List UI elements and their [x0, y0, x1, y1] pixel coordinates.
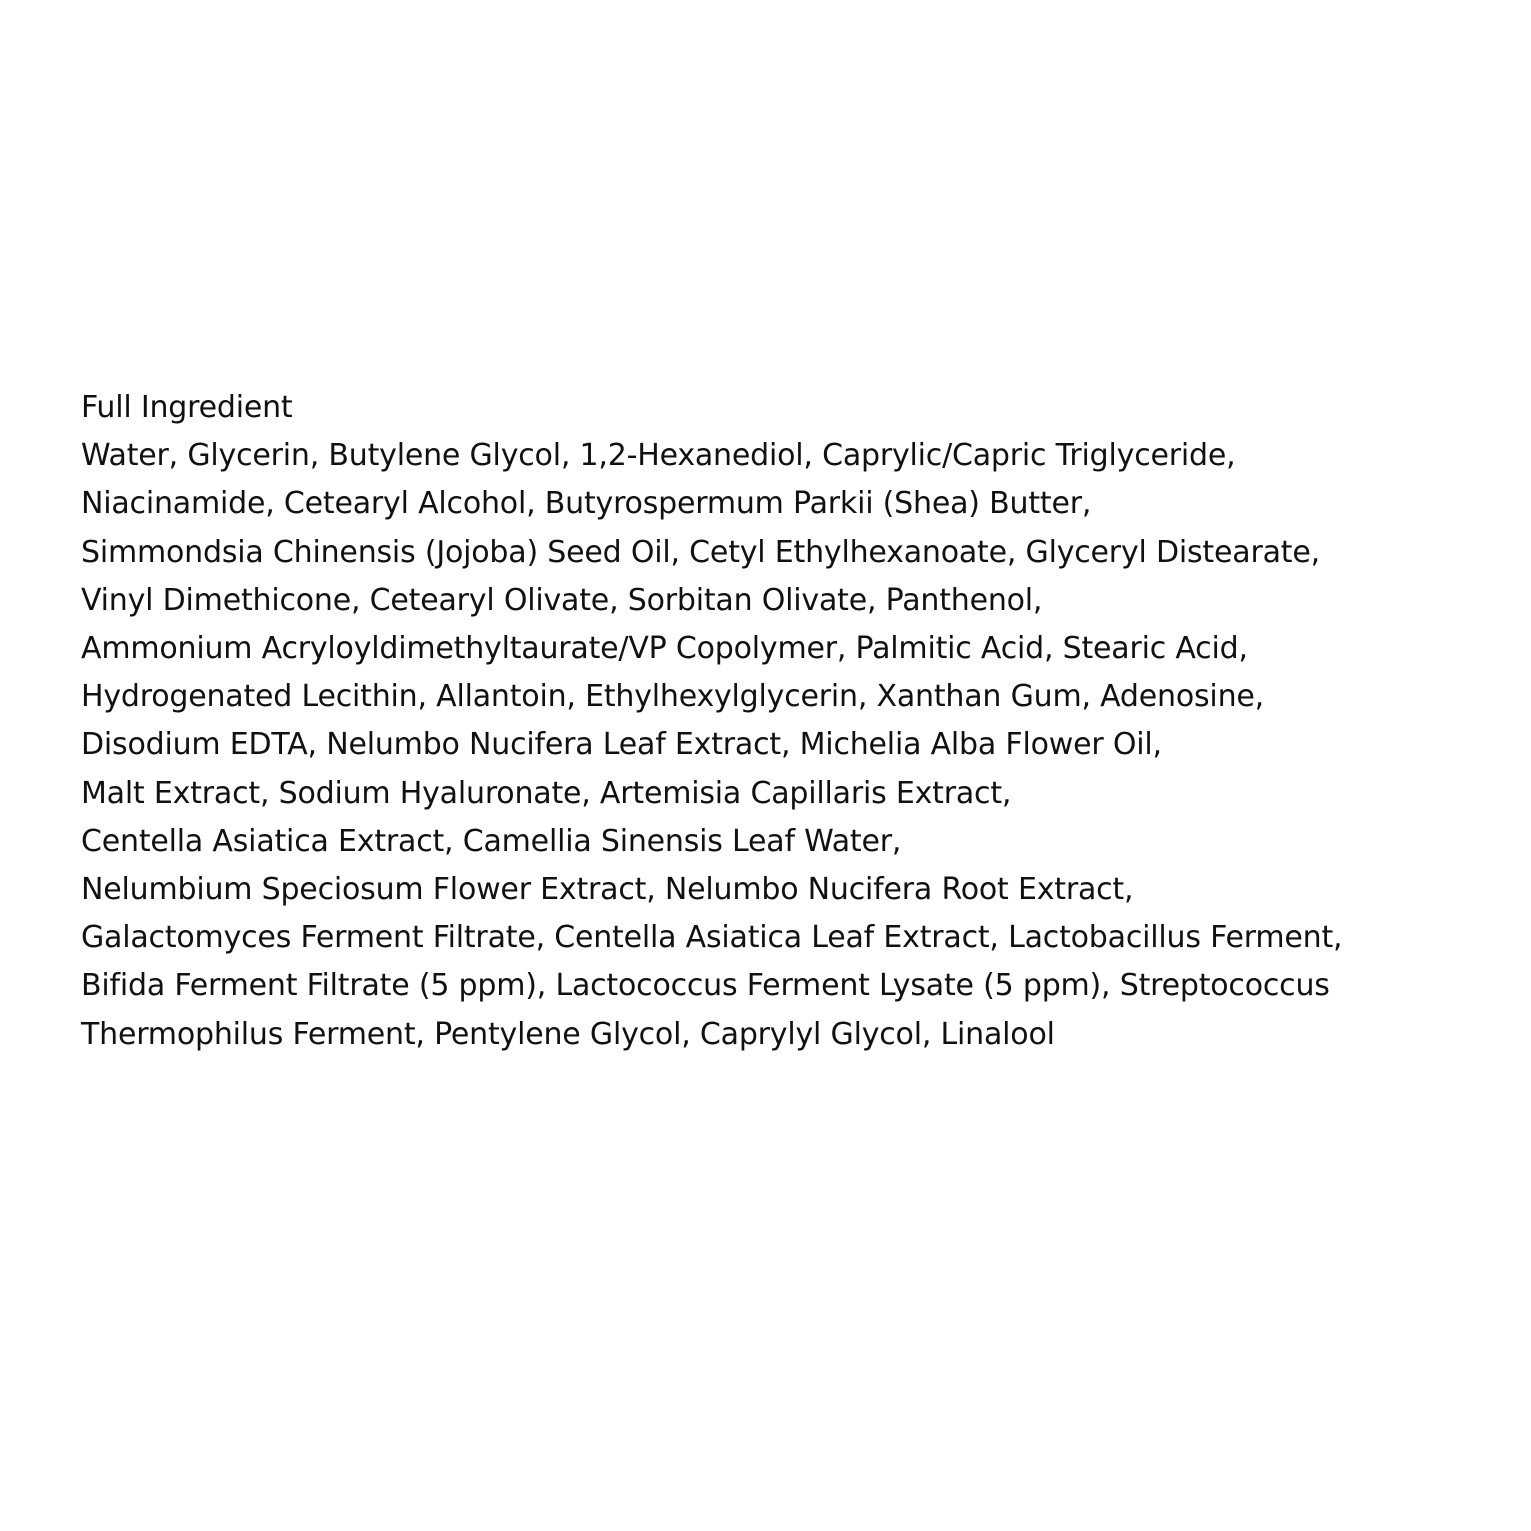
ingredient-line: Malt Extract, Sodium Hyaluronate, Artemisia Capillaris Extract,: [81, 775, 1012, 811]
ingredient-line: Centella Asiatica Extract, Camellia Sinensis Leaf Water,: [81, 823, 902, 859]
ingredient-line: Nelumbium Speciosum Flower Extract, Nelumbo Nucifera Root Extract,: [81, 872, 1134, 908]
ingredient-line: Bifida Ferment Filtrate (5 ppm), Lactococcus Ferment Lysate (5 ppm), Streptococcus: [81, 968, 1330, 1004]
ingredient-line: Hydrogenated Lecithin, Allantoin, Ethylhexylglycerin, Xanthan Gum, Adenosine,: [81, 679, 1264, 715]
ingredient-line: Water, Glycerin, Butylene Glycol, 1,2-Hexanediol, Caprylic/Capric Triglyceride,: [81, 438, 1236, 474]
ingredient-line: Disodium EDTA, Nelumbo Nucifera Leaf Extract, Michelia Alba Flower Oil,: [81, 727, 1162, 763]
ingredient-line: Niacinamide, Cetearyl Alcohol, Butyrospermum Parkii (Shea) Butter,: [81, 486, 1092, 522]
ingredient-heading: Full Ingredient: [81, 390, 293, 425]
ingredient-line: Simmondsia Chinensis (Jojoba) Seed Oil, Cetyl Ethylhexanoate, Glyceryl Distearate,: [81, 534, 1320, 570]
ingredient-line: Vinyl Dimethicone, Cetearyl Olivate, Sorbitan Olivate, Panthenol,: [81, 582, 1043, 618]
ingredient-line: Galactomyces Ferment Filtrate, Centella Asiatica Leaf Extract, Lactobacillus Ferment,: [81, 920, 1343, 956]
ingredient-list-block: [81, 384, 1521, 1059]
ingredient-line: Thermophilus Ferment, Pentylene Glycol, Caprylyl Glycol, Linalool: [81, 1016, 1055, 1052]
ingredient-line: Ammonium Acryloyldimethyltaurate/VP Copolymer, Palmitic Acid, Stearic Acid,: [81, 631, 1248, 667]
